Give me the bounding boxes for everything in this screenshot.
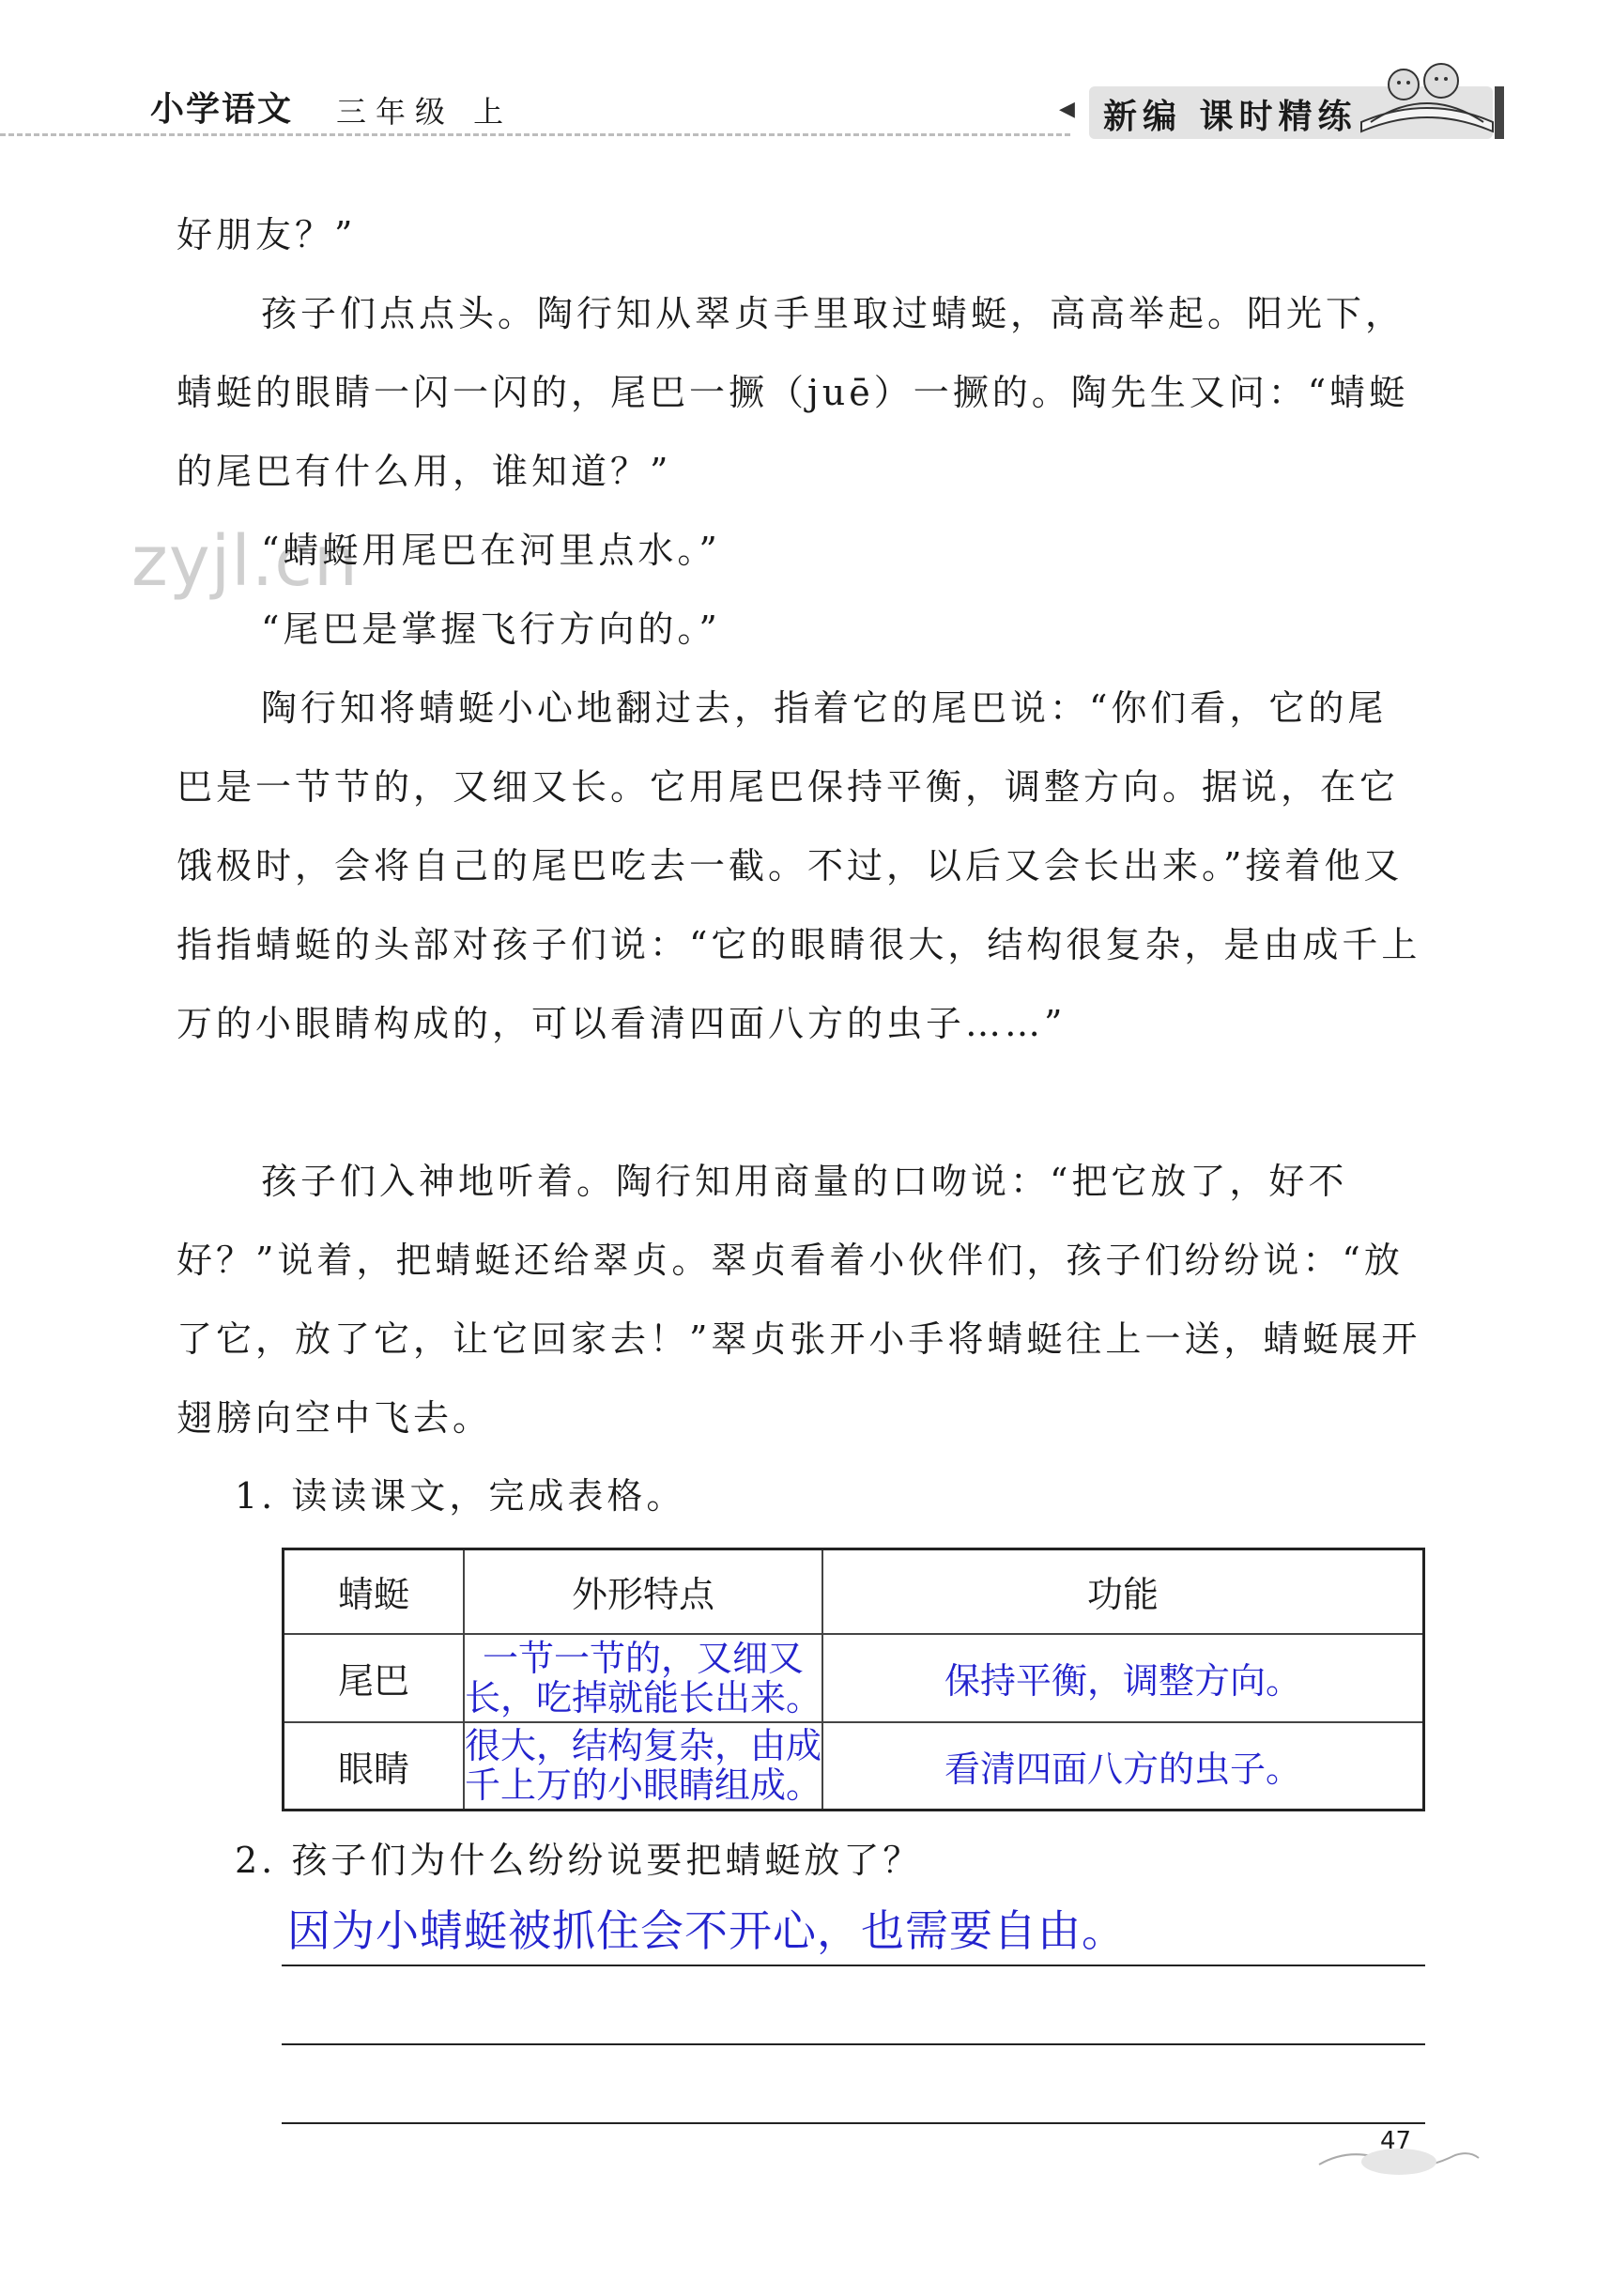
page-header (0, 0, 1597, 150)
passage-block-2 (177, 274, 1425, 511)
series-title: 新编 课时精练 (1103, 98, 1358, 136)
handwritten-feature[interactable]: 一节一节的，又细又长，吃掉就能长出来。 (464, 1634, 822, 1722)
question-1: 1. 读读课文，完成表格。 (235, 1475, 686, 1517)
book-grade: 三年级 上 (336, 94, 514, 130)
question-2: 2. 孩子们为什么纷纷说要把蜻蜓放了？ (235, 1840, 923, 1881)
watermark: zyjl.cn (131, 521, 359, 602)
handwritten-function[interactable]: 看清四面八方的虫子。 (822, 1722, 1424, 1811)
passage-paragraph: “尾巴是掌握飞行方向的。” (261, 609, 721, 650)
page-edge-bar (1495, 86, 1504, 139)
table-header-cell: 功能 (822, 1549, 1424, 1634)
triangle-left-icon: ◀ (1059, 98, 1075, 121)
table-cell-part: 眼睛 (284, 1722, 465, 1811)
passage-block-4 (177, 590, 1425, 669)
table-row (284, 1634, 1424, 1722)
answer-line (282, 1965, 1425, 1966)
passage-paragraph: 孩子们入神地听着。陶行知用商量的口吻说：“把它放了，好不好？”说着，把蜻蜓还给翠贞。翠贞看着小伙伴们，孩子们纷纷说：“放了它，放了它，让它回家去！”翠贞张开小手将蜻蜓往上一送，蜻蜓展开翅膀向空中飞去。 (177, 1161, 1421, 1439)
handwritten-function[interactable]: 保持平衡，调整方向。 (822, 1634, 1424, 1722)
table-header-cell: 外形特点 (464, 1549, 822, 1634)
answer-line (282, 2122, 1425, 2124)
passage-paragraph: “蜻蜓用尾巴在河里点水。” (261, 530, 721, 571)
handwritten-feature[interactable]: 很大，结构复杂，由成千上万的小眼睛组成。 (464, 1722, 822, 1811)
page-number: 47 (1380, 2127, 1412, 2155)
table-row (284, 1722, 1424, 1811)
passage-block-5 (177, 669, 1425, 1063)
table-header-cell: 蜻蜓 (284, 1549, 465, 1634)
passage-paragraph: 孩子们点点头。陶行知从翠贞手里取过蜻蜓，高高举起。阳光下，蜻蜓的眼睛一闪一闪的，尾巴一撅（juē）一撅的。陶先生又问：“蜻蜓的尾巴有什么用，谁知道？” (177, 293, 1409, 492)
passage-paragraph: 好朋友？” (177, 214, 357, 255)
table-cell-part: 尾巴 (284, 1634, 465, 1722)
passage-block-6 (177, 1142, 1425, 1457)
handwritten-answer[interactable]: 因为小蜻蜓被抓住会不开心，也需要自由。 (287, 1905, 1126, 1956)
answer-line (282, 2043, 1425, 2045)
passage-block-3 (177, 511, 1425, 590)
passage-paragraph: 陶行知将蜻蜓小心地翻过去，指着它的尾巴说：“你们看，它的尾巴是一节节的，又细又长。它用尾巴保持平衡，调整方向。据说，在它饿极时，会将自己的尾巴吃去一截。不过，以后又会长出来。”接着他又指指蜻蜓的头部对孩子们说：“它的眼睛很大，结构很复杂，是由成千上万的小眼睛构成的，可以看清四面八方的虫子……” (177, 687, 1421, 1044)
table-header-row (284, 1549, 1424, 1634)
answer-table (282, 1548, 1425, 1811)
open-book-mascot-icon (1352, 47, 1502, 141)
book-title: 小学语文 (150, 90, 294, 129)
header-divider (0, 133, 1070, 136)
passage-line-1 (177, 195, 1425, 274)
